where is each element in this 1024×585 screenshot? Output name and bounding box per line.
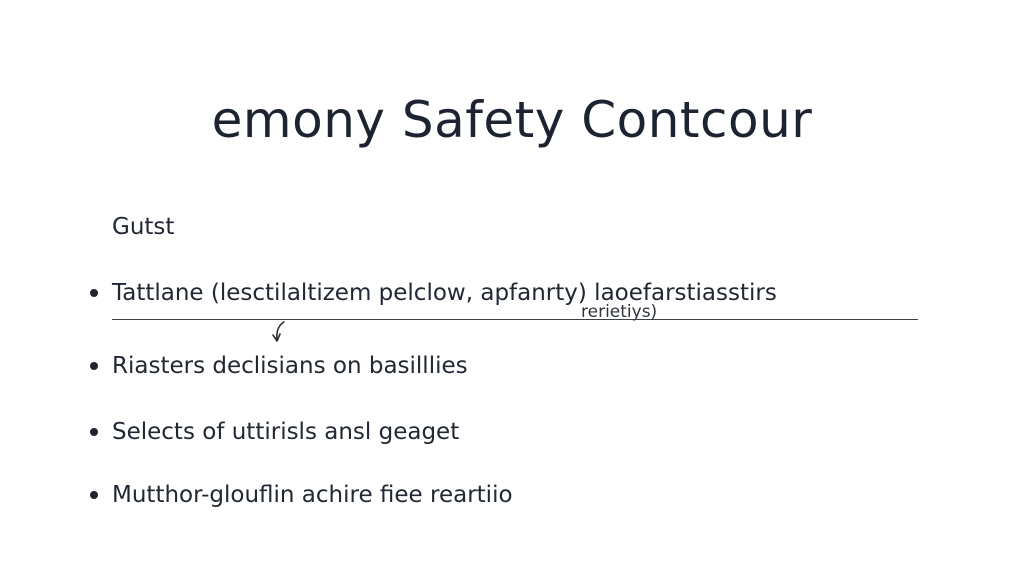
bullet-icon bbox=[90, 362, 98, 370]
bullet-icon bbox=[90, 491, 98, 499]
bullet-item bbox=[90, 479, 513, 511]
bullet-item bbox=[90, 350, 468, 382]
bullet-text: Riasters declisians on basilllies bbox=[112, 353, 468, 379]
bullet-text: Mutthor-glouflin achire fiee reartiio bbox=[112, 482, 513, 508]
horizontal-rule bbox=[112, 319, 918, 320]
bullet-text: Tattlane (lesctilaltizem pelclow, apfanrty) laoefarstiasstirs bbox=[112, 280, 777, 306]
bullet-icon bbox=[90, 289, 98, 297]
bullet-continuation-text: rerietiys) bbox=[581, 302, 658, 322]
section-subheading: Gutst bbox=[112, 214, 175, 240]
bullet-item bbox=[90, 416, 459, 448]
bullet-text: Selects of uttirisls ansl geaget bbox=[112, 419, 460, 445]
slide-title: emony Safety Contcour bbox=[211, 91, 813, 149]
curved-arrow-icon bbox=[268, 318, 290, 346]
bullet-icon bbox=[90, 428, 98, 436]
bullet-item bbox=[90, 277, 777, 309]
